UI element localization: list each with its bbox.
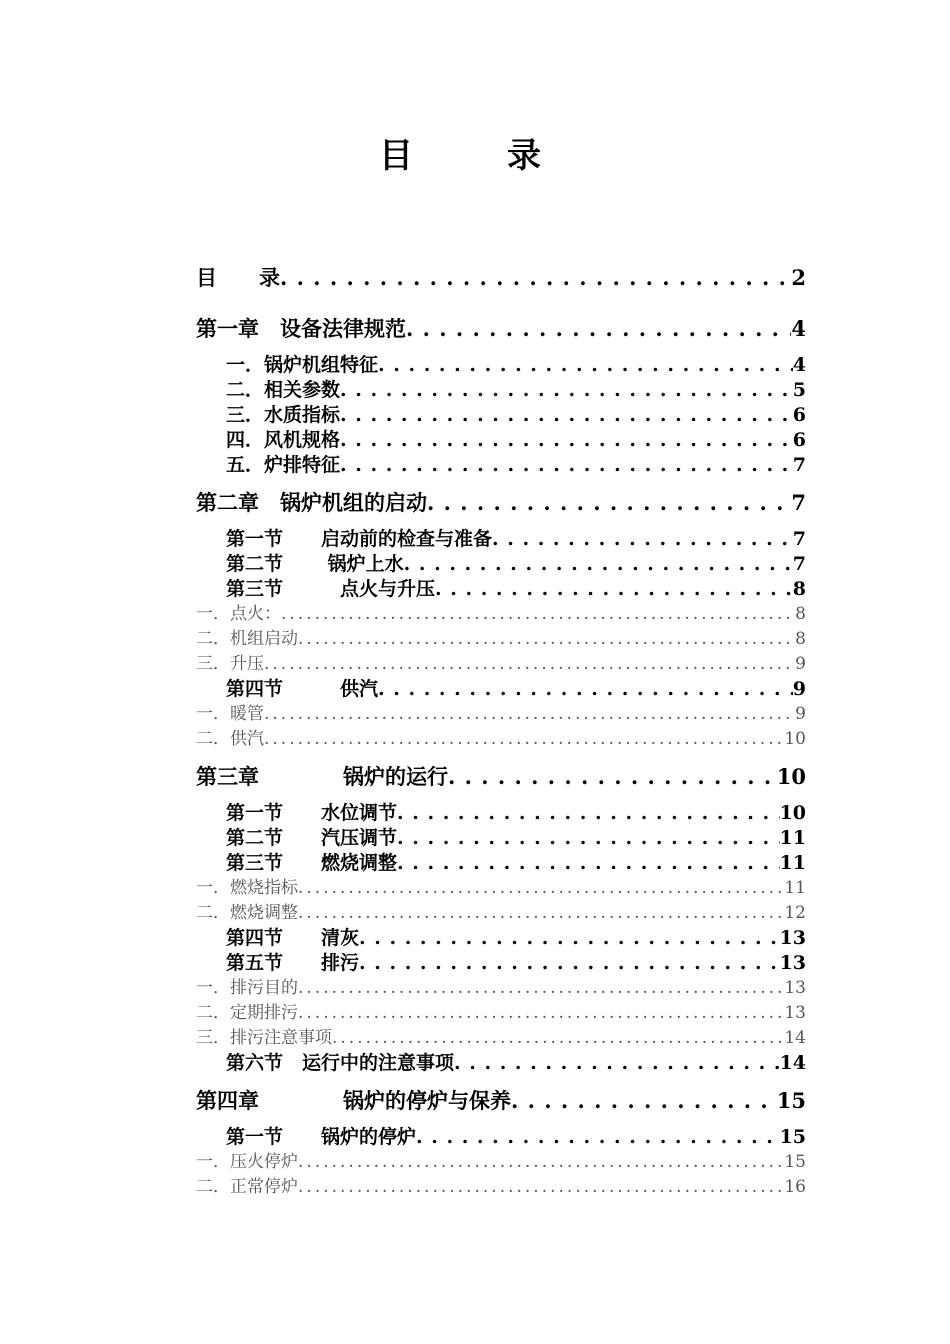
toc-entry-label: 二．正常停炉: [196, 1177, 298, 1197]
toc-entry-page: 8: [792, 578, 806, 600]
toc-entry-page: 13: [784, 978, 806, 998]
toc-entry[interactable]: [196, 923, 806, 950]
toc-entry[interactable]: [196, 375, 806, 402]
toc-entry-page: 7: [791, 490, 806, 515]
toc-entry-page: 8: [795, 629, 806, 649]
toc-entry-label: 第一节 启动前的检查与准备: [226, 528, 493, 550]
toc-entry[interactable]: [196, 1048, 806, 1075]
toc-entry-page: 13: [784, 1003, 806, 1023]
toc-entry-page: 15: [784, 1152, 806, 1172]
toc-entry[interactable]: [196, 487, 806, 517]
toc-entry-label: 五．炉排特征: [226, 454, 341, 476]
toc-entry-label: 第三章 锅炉的运行: [196, 764, 448, 789]
toc-entry-page: 10: [776, 764, 806, 789]
dot-leader: [298, 903, 784, 923]
toc-entry-page: 9: [795, 654, 806, 674]
toc-entry-page: 5: [792, 379, 806, 401]
toc-entry-page: 9: [795, 704, 806, 724]
toc-entry-label: 第一节 水位调节: [226, 802, 398, 824]
toc-entry-label: 二．机组启动: [196, 629, 298, 649]
toc-entry[interactable]: [196, 948, 806, 975]
dot-leader: [340, 379, 793, 401]
dot-leader: [264, 654, 795, 674]
toc-entry[interactable]: [196, 761, 806, 791]
toc-entry[interactable]: [178, 724, 806, 749]
toc-entry-label: 第六节 运行中的注意事项: [226, 1052, 455, 1074]
toc-entry[interactable]: [178, 873, 806, 898]
toc-entry-page: 9: [792, 678, 806, 700]
toc-entry[interactable]: [178, 898, 806, 923]
dot-leader: [298, 878, 784, 898]
toc-entry-label: 二．定期排污: [196, 1003, 298, 1023]
toc-entry-label: 第二节 汽压调节: [226, 827, 398, 849]
dot-leader: [454, 1052, 780, 1074]
toc-entry[interactable]: [178, 998, 806, 1023]
dot-leader: [427, 490, 791, 515]
toc-entry-page: 8: [795, 604, 806, 624]
dot-leader: [298, 1003, 784, 1023]
toc-entry[interactable]: [196, 574, 806, 601]
toc-entry-label: 二．供汽: [196, 729, 264, 749]
toc-entry[interactable]: [196, 313, 806, 343]
toc-entry-page: 15: [779, 1126, 806, 1148]
toc-entry-label: 一．压火停炉: [196, 1152, 298, 1172]
toc-entry-page: 13: [779, 927, 806, 949]
toc-entry-page: 10: [779, 802, 806, 824]
dot-leader: [448, 764, 777, 789]
toc-entry-page: 13: [779, 952, 806, 974]
toc-entry-label: 第二节 锅炉上水: [226, 553, 404, 575]
toc-entry-page: 14: [784, 1028, 806, 1048]
toc-entry-page: 16: [784, 1177, 806, 1197]
dot-leader: [298, 1152, 784, 1172]
toc-entry[interactable]: [196, 400, 806, 427]
toc-entry-page: 4: [792, 354, 806, 376]
toc-entry-label: 第四章 锅炉的停炉与保养: [196, 1088, 511, 1113]
dot-leader: [406, 316, 791, 341]
toc-entry-label: 第四节 清灰: [226, 927, 360, 949]
dot-leader: [281, 604, 795, 624]
dot-leader: [359, 927, 780, 949]
dot-leader: [416, 1126, 780, 1148]
toc-entry-page: 7: [792, 454, 806, 476]
dot-leader: [435, 578, 793, 600]
dot-leader: [298, 1177, 784, 1197]
toc-entry-label: 三．排污注意事项: [196, 1028, 332, 1048]
toc-entry-label: 第四节 供汽: [226, 678, 379, 700]
toc-entry-label: 第三节 燃烧调整: [226, 852, 398, 874]
toc-entry-label: 三．升压: [196, 654, 264, 674]
toc-entry[interactable]: [196, 549, 806, 576]
toc-entry-label: 一．燃烧指标: [196, 878, 298, 898]
toc-entry-page: 7: [792, 553, 806, 575]
toc-entry[interactable]: [196, 350, 806, 377]
toc-entry-label: 目 录: [196, 265, 280, 290]
toc-entry-page: 11: [784, 878, 806, 898]
toc-entry[interactable]: [196, 1122, 806, 1149]
toc-entry[interactable]: [178, 1023, 806, 1048]
dot-leader: [378, 354, 793, 376]
toc-entry-label: 第一节 锅炉的停炉: [226, 1126, 417, 1148]
toc-entry-page: 4: [791, 316, 806, 341]
toc-entry[interactable]: [196, 848, 806, 875]
toc-entry[interactable]: [196, 1085, 806, 1115]
dot-leader: [280, 265, 791, 290]
toc-entry-page: 12: [784, 903, 806, 923]
dot-leader: [340, 454, 793, 476]
dot-leader: [511, 1088, 777, 1113]
toc-entry-page: 6: [792, 429, 806, 451]
page-title: 目 录: [379, 136, 571, 176]
toc-entry[interactable]: [196, 798, 806, 825]
toc-entry[interactable]: [196, 425, 806, 452]
dot-leader: [332, 1028, 784, 1048]
toc-entry-label: 二．燃烧调整: [196, 903, 298, 923]
toc-entry[interactable]: [178, 1172, 806, 1197]
dot-leader: [378, 678, 793, 700]
toc-entry-page: 10: [784, 729, 806, 749]
dot-leader: [298, 629, 795, 649]
dot-leader: [397, 802, 780, 824]
toc-entry-label: 第一章 设备法律规范: [196, 316, 406, 341]
toc-entry[interactable]: [178, 624, 806, 649]
toc-entry-page: 11: [779, 827, 806, 849]
dot-leader: [264, 729, 784, 749]
toc-entry[interactable]: [196, 823, 806, 850]
dot-leader: [397, 827, 780, 849]
dot-leader: [359, 952, 780, 974]
dot-leader: [404, 553, 793, 575]
toc-entry[interactable]: [196, 262, 806, 292]
toc-entry-label: 四．风机规格: [226, 429, 341, 451]
toc-entry[interactable]: [178, 599, 806, 624]
toc-entry-label: 第五节 排污: [226, 952, 360, 974]
toc-entry-page: 15: [776, 1088, 806, 1113]
dot-leader: [397, 852, 780, 874]
toc-entry-label: 第三节 点火与升压: [226, 578, 436, 600]
toc-entry-label: 三．水质指标: [226, 404, 341, 426]
toc-entry-label: 一．排污目的: [196, 978, 298, 998]
toc-entry[interactable]: [196, 450, 806, 477]
toc-entry[interactable]: [196, 524, 806, 551]
dot-leader: [492, 528, 793, 550]
toc-entry-label: 第二章 锅炉机组的启动: [196, 490, 427, 515]
dot-leader: [264, 704, 795, 724]
toc-entry[interactable]: [178, 699, 806, 724]
toc-entry-label: 一．锅炉机组特征: [226, 354, 379, 376]
toc-entry[interactable]: [196, 674, 806, 701]
toc-entry-page: 2: [791, 265, 806, 290]
toc-entry[interactable]: [178, 1147, 806, 1172]
toc-entry-page: 11: [779, 852, 806, 874]
toc-entry-label: 一．暖管: [196, 704, 264, 724]
toc-entry[interactable]: [178, 973, 806, 998]
toc-entry-page: 6: [792, 404, 806, 426]
toc-entry-page: 14: [779, 1052, 806, 1074]
toc-entry[interactable]: [178, 649, 806, 674]
dot-leader: [298, 978, 784, 998]
dot-leader: [340, 404, 793, 426]
toc-entry-label: 二．相关参数: [226, 379, 341, 401]
dot-leader: [340, 429, 793, 451]
toc-entry-label: 一．点火：: [196, 604, 281, 624]
toc-entry-page: 7: [792, 528, 806, 550]
